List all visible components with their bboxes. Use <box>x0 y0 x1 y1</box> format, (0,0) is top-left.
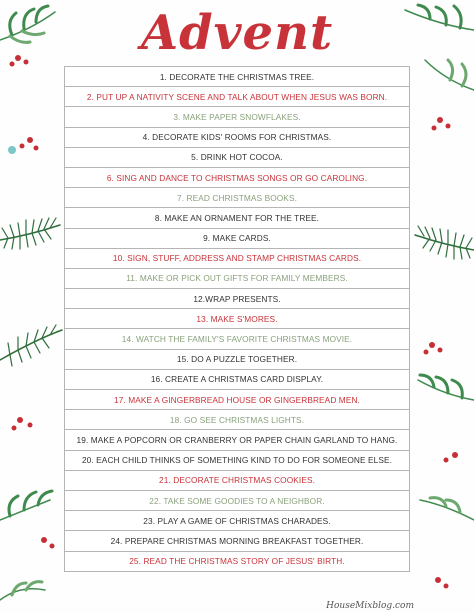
advent-item-row <box>64 128 410 148</box>
advent-item-text: 15. DO A PUZZLE TOGETHER. <box>176 354 298 365</box>
advent-item-text: 4. DECORATE KIDS' ROOMS FOR CHRISTMAS. <box>142 132 332 143</box>
advent-item-text: 14. WATCH THE FAMILY'S FAVORITE CHRISTMAS MOVIE. <box>121 334 353 345</box>
advent-item-text: 9. MAKE CARDS. <box>203 233 271 244</box>
advent-item-row <box>64 511 410 531</box>
footer-site-credit: HouseMixblog.com <box>326 601 414 611</box>
advent-item-row <box>64 430 410 450</box>
advent-item-row <box>64 410 410 430</box>
advent-item-row <box>64 269 410 289</box>
page-title: Advent <box>140 5 334 61</box>
left-lower-pine <box>0 325 62 366</box>
advent-item-text: 16. CREATE A CHRISTMAS CARD DISPLAY. <box>150 374 324 385</box>
advent-item-row <box>64 451 410 471</box>
advent-item-text: 20. EACH CHILD THINKS OF SOMETHING KIND TO DO FOR SOMEONE ELSE. <box>81 455 393 466</box>
advent-item-text: 10. SIGN, STUFF, ADDRESS AND STAMP CHRISTMAS CARDS. <box>112 253 362 264</box>
advent-item-row <box>64 289 410 309</box>
advent-item-text: 7. READ CHRISTMAS BOOKS. <box>177 192 297 203</box>
advent-activity-list <box>64 66 410 572</box>
advent-item-text: 2. PUT UP A NATIVITY SCENE AND TALK ABOUT WHEN JESUS WAS BORN. <box>86 91 388 102</box>
advent-item-text: 11. MAKE OR PICK OUT GIFTS FOR FAMILY MEMBERS. <box>126 273 348 284</box>
advent-item-row <box>64 350 410 370</box>
left-bottom-leaves <box>0 491 52 600</box>
advent-item-text: 5. DRINK HOT COCOA. <box>191 152 283 163</box>
advent-item-row <box>64 67 410 87</box>
advent-item-row <box>64 531 410 551</box>
advent-item-text: 17. MAKE A GINGERBREAD HOUSE OR GINGERBREAD MEN. <box>114 394 360 405</box>
advent-item-row <box>64 208 410 228</box>
right-lower-leaves <box>418 375 474 520</box>
right-pine-branch <box>415 226 474 259</box>
advent-item-text: 25. READ THE CHRISTMAS STORY OF JESUS' BIRTH. <box>129 556 345 567</box>
advent-item-text: 6. SING AND DANCE TO CHRISTMAS SONGS OR GO CAROLING. <box>106 172 368 183</box>
advent-item-text: 8. MAKE AN ORNAMENT FOR THE TREE. <box>154 212 320 223</box>
advent-item-row <box>64 249 410 269</box>
advent-item-text: 12.WRAP PRESENTS. <box>193 293 281 304</box>
advent-item-row <box>64 107 410 127</box>
advent-item-text: 24. PREPARE CHRISTMAS MORNING BREAKFAST TOGETHER. <box>110 535 364 546</box>
advent-item-row <box>64 168 410 188</box>
advent-item-text: 13. MAKE S'MORES. <box>196 313 278 324</box>
advent-item-text: 19. MAKE A POPCORN OR CRANBERRY OR PAPER CHAIN GARLAND TO HANG. <box>76 434 398 445</box>
advent-item-row <box>64 552 410 572</box>
advent-item-text: 18. GO SEE CHRISTMAS LIGHTS. <box>169 414 305 425</box>
advent-item-text: 1. DECORATE THE CHRISTMAS TREE. <box>159 71 315 82</box>
advent-item-row <box>64 188 410 208</box>
left-pine-branch <box>0 218 60 249</box>
advent-item-row <box>64 309 410 329</box>
advent-item-row <box>64 229 410 249</box>
advent-item-text: 23. PLAY A GAME OF CHRISTMAS CHARADES. <box>143 515 331 526</box>
teal-ornament <box>8 146 16 154</box>
advent-item-row <box>64 491 410 511</box>
advent-item-row <box>64 390 410 410</box>
advent-item-row <box>64 329 410 349</box>
advent-item-text: 3. MAKE PAPER SNOWFLAKES. <box>173 111 301 122</box>
advent-item-text: 21. DECORATE CHRISTMAS COOKIES. <box>158 475 315 486</box>
advent-item-row <box>64 370 410 390</box>
advent-item-row <box>64 148 410 168</box>
advent-item-text: 22. TAKE SOME GOODIES TO A NEIGHBOR. <box>149 495 325 506</box>
advent-item-row <box>64 87 410 107</box>
advent-item-row <box>64 471 410 491</box>
